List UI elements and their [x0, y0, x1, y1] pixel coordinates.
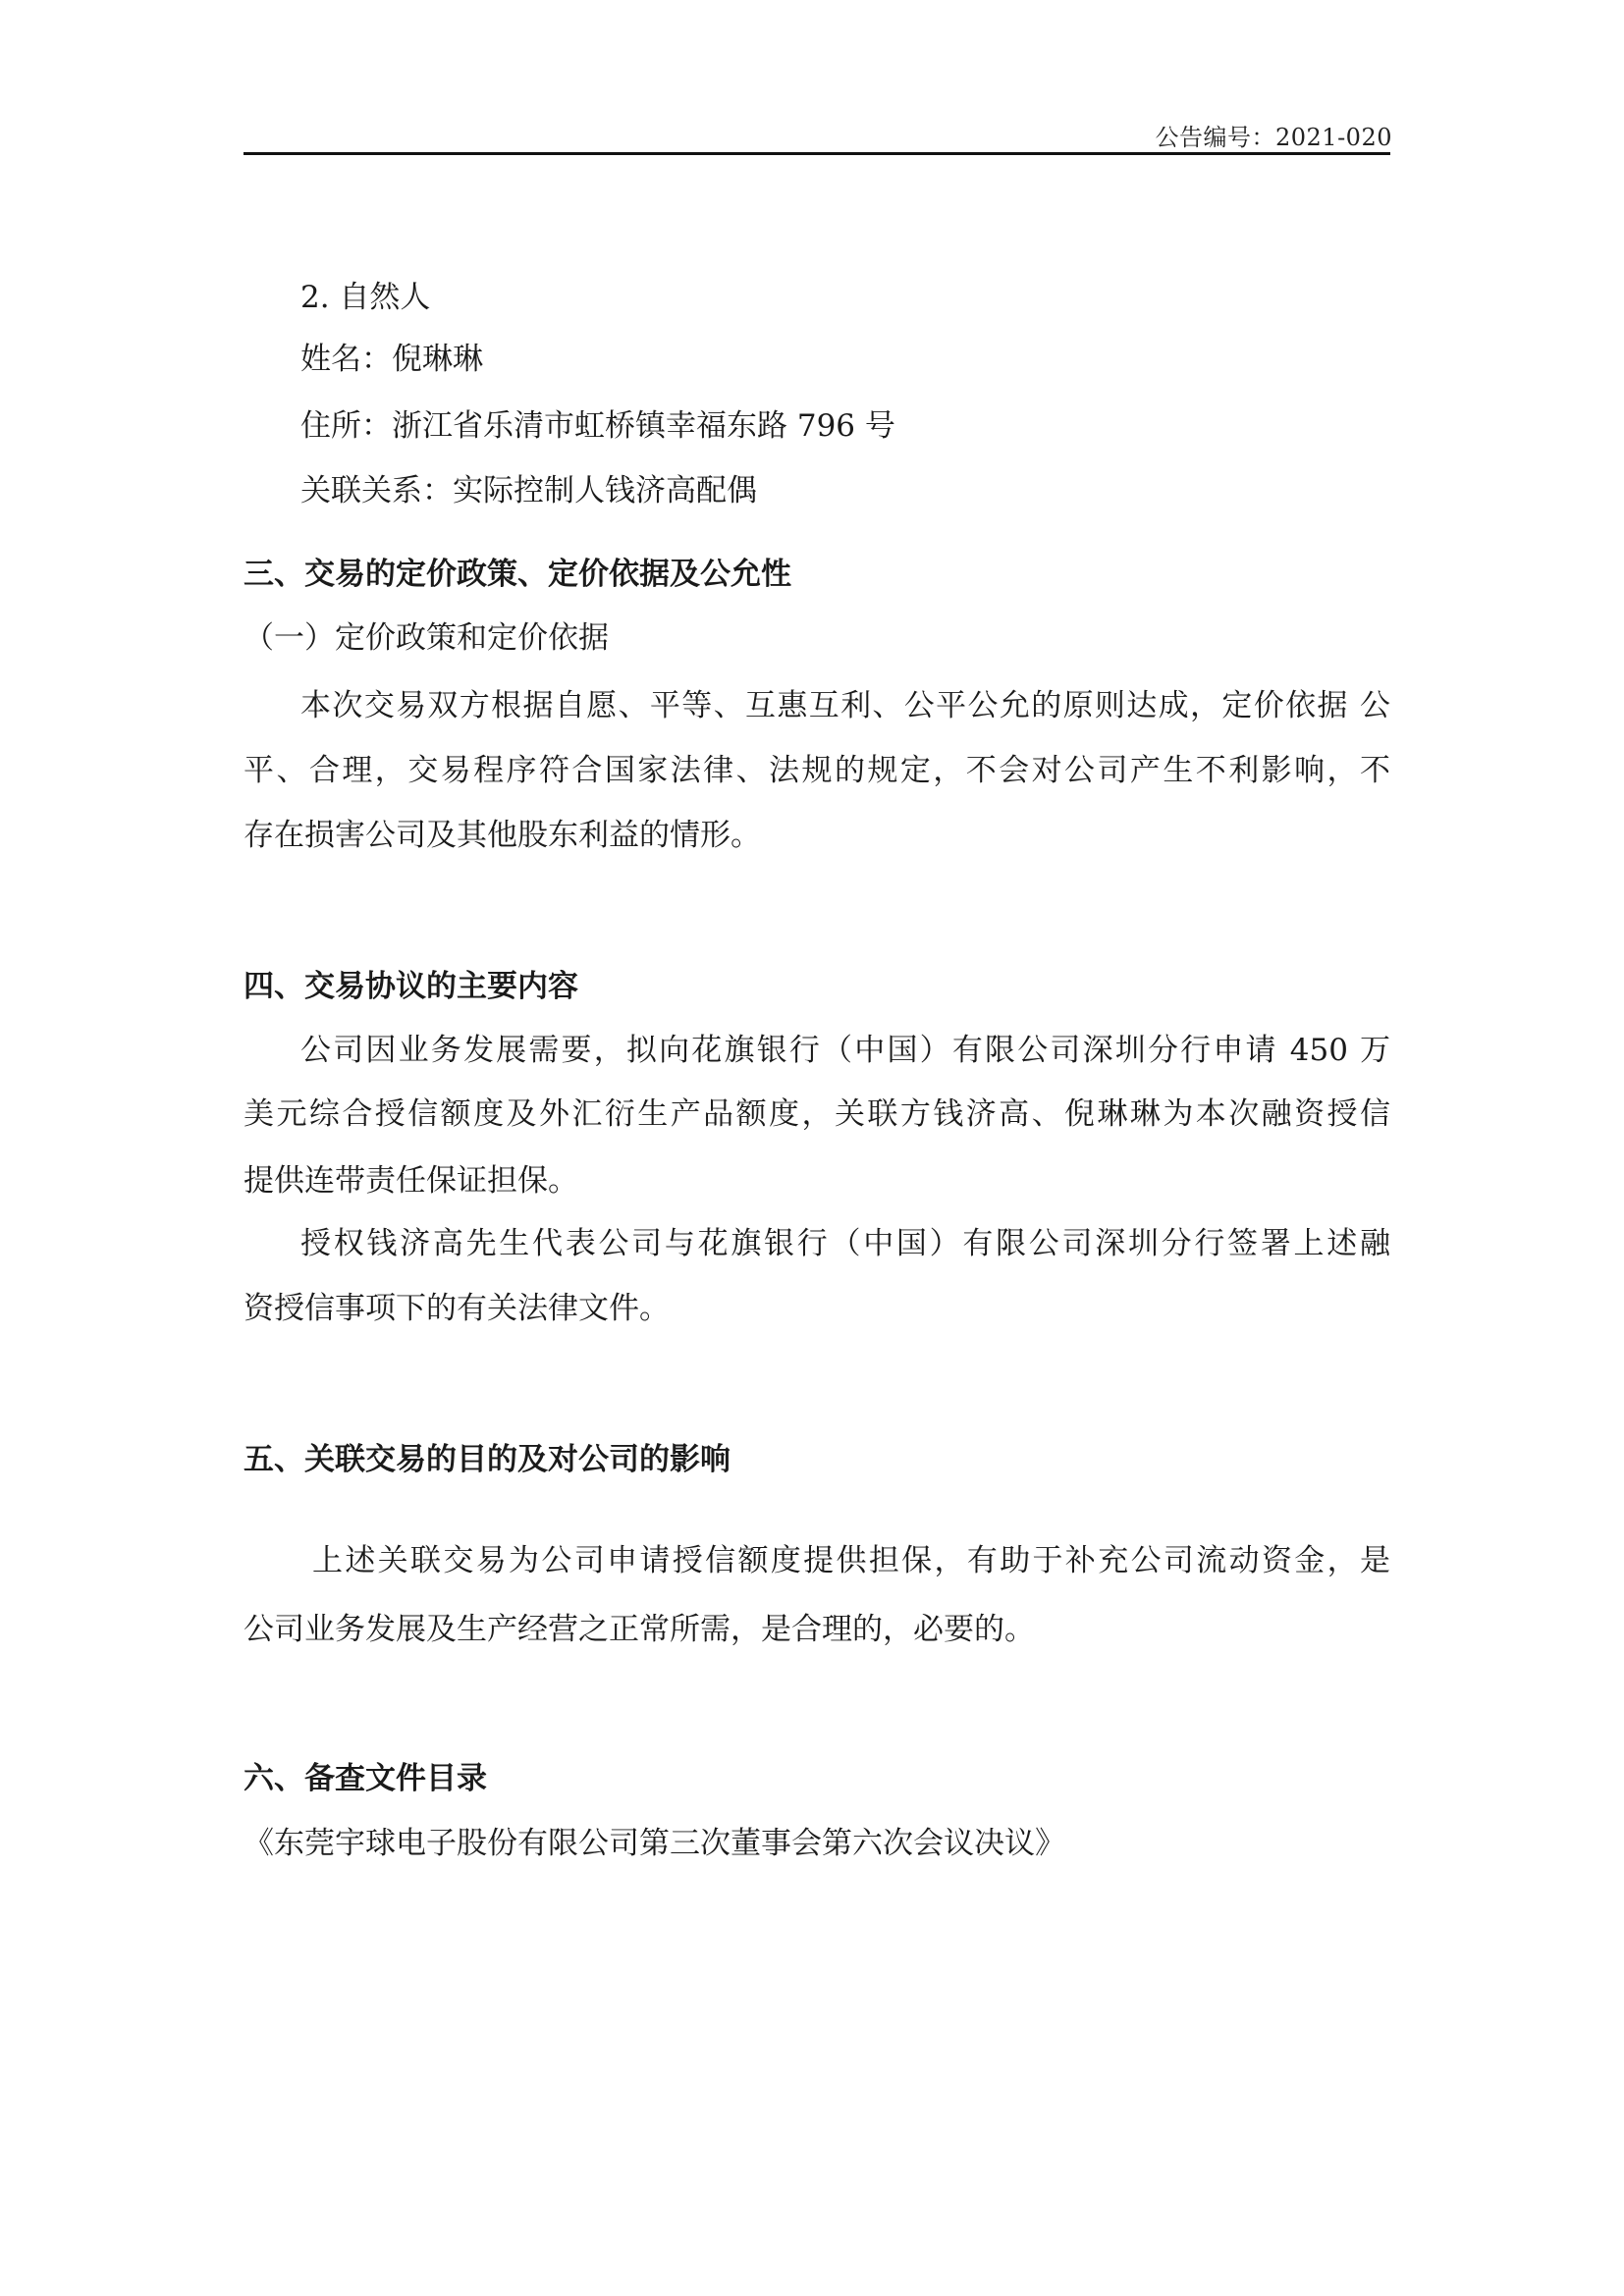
party-relation: 关联关系：实际控制人钱济高配偶: [300, 473, 757, 508]
section-4-paragraph-line: 美元综合授信额度及外汇衍生产品额度，关联方钱济高、倪琳琳为本次融资授信: [244, 1096, 1390, 1132]
party-address: 住所：浙江省乐清市虹桥镇幸福东路 796 号: [300, 408, 895, 444]
section-3-subheading: （一）定价政策和定价依据: [244, 620, 609, 656]
section-3-paragraph-line: 存在损害公司及其他股东利益的情形。: [244, 818, 761, 853]
section-5-paragraph-line: 上述关联交易为公司申请授信额度提供担保，有助于补充公司流动资金，是: [312, 1543, 1390, 1578]
section-3-heading: 三、交易的定价政策、定价依据及公允性: [244, 557, 791, 592]
section-3-paragraph-line: 本次交易双方根据自愿、平等、互惠互利、公平公允的原则达成，定价依据 公: [300, 688, 1390, 723]
section-4-paragraph-line: 资授信事项下的有关法律文件。: [244, 1291, 670, 1326]
section-4-heading: 四、交易协议的主要内容: [244, 969, 578, 1004]
party-name: 姓名：倪琳琳: [300, 342, 483, 377]
section-6-reference-document: 《东莞宇球电子股份有限公司第三次董事会第六次会议决议》: [244, 1826, 1065, 1861]
section-4-paragraph-line: 提供连带责任保证担保。: [244, 1163, 578, 1199]
section-4-paragraph-line: 公司因业务发展需要，拟向花旗银行（中国）有限公司深圳分行申请 450 万: [300, 1033, 1390, 1068]
section-3-paragraph-line: 平、合理，交易程序符合国家法律、法规的规定，不会对公司产生不利影响，不: [244, 753, 1390, 788]
page-header-doc-number: 公告编号：2021-020: [1155, 124, 1392, 151]
section-5-paragraph-line: 公司业务发展及生产经营之正常所需，是合理的，必要的。: [244, 1612, 1035, 1647]
section-6-heading: 六、备查文件目录: [244, 1761, 487, 1796]
section-4-paragraph-line: 授权钱济高先生代表公司与花旗银行（中国）有限公司深圳分行签署上述融: [300, 1226, 1390, 1261]
section-5-heading: 五、关联交易的目的及对公司的影响: [244, 1442, 731, 1477]
party-item-title: 2. 自然人: [300, 280, 431, 315]
header-rule: [244, 152, 1390, 155]
